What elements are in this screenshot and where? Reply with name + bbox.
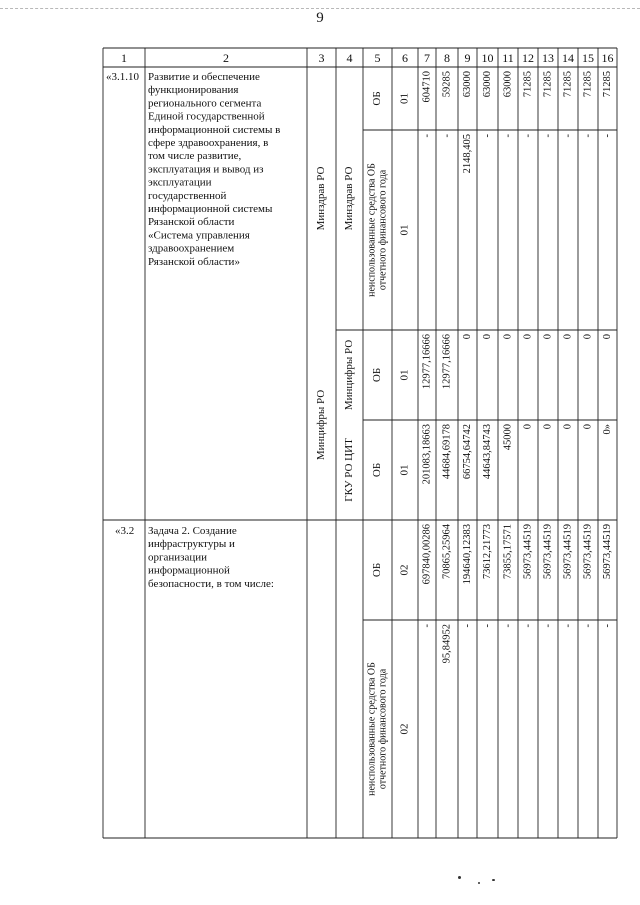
value-a-13: 56973,44519 (542, 524, 554, 580)
value-b-7: - (421, 134, 433, 138)
row-title-line: регионального сегмента (148, 97, 262, 110)
row-title-line: государственной (148, 189, 227, 202)
value-b-16: - (601, 134, 613, 138)
column-header-4: 4 (346, 51, 353, 65)
column-header-5: 5 (374, 51, 381, 65)
scan-speck (458, 876, 461, 879)
funding-source-a: ОБ (371, 91, 384, 106)
value-b-12: - (522, 624, 534, 628)
value-a-11: 0 (502, 334, 514, 340)
row-title-line: Рязанской области» (148, 255, 240, 268)
value-a-10: 0 (481, 334, 493, 340)
value-b-12: 0 (522, 424, 534, 430)
column-header-12: 12 (522, 51, 534, 65)
row-title-line: «Система управления (148, 229, 250, 242)
funding-source-a: ОБ (371, 562, 384, 578)
value-b-12: - (522, 134, 534, 138)
value-b-8: - (441, 134, 453, 138)
budget-code-a: 02 (398, 564, 411, 576)
value-a-14: 71285 (562, 71, 574, 98)
value-b-10: - (481, 624, 493, 628)
coexecutor-lower-a: Минцифры РО (343, 339, 356, 411)
value-a-11: 63000 (502, 71, 514, 98)
value-b-9: 2148,405 (461, 134, 473, 174)
value-b-7: 201083,18663 (421, 424, 433, 485)
value-b-7: - (421, 624, 433, 628)
budget-code-b: 01 (398, 464, 411, 476)
value-b-13: 0 (542, 424, 554, 430)
value-b-16: - (601, 624, 613, 628)
value-a-8: 12977,16666 (441, 334, 453, 390)
budget-code-a: 01 (398, 369, 411, 381)
column-header-14: 14 (562, 51, 574, 65)
value-a-15: 71285 (582, 71, 594, 98)
row-title-line: Рязанской области (148, 216, 235, 229)
column-header-16: 16 (601, 51, 614, 65)
executor-lower: Минцифры РО (315, 389, 328, 461)
value-b-13: - (542, 134, 554, 138)
row-title-line: организации (148, 551, 208, 564)
column-header-8: 8 (444, 51, 450, 65)
value-a-12: 0 (522, 334, 534, 340)
value-a-16: 0 (601, 334, 613, 340)
value-b-14: - (562, 134, 574, 138)
budget-code-a: 01 (398, 93, 411, 104)
column-header-15: 15 (582, 51, 594, 65)
value-b-9: 66754,64742 (461, 424, 473, 480)
value-b-10: 44643,84743 (481, 424, 493, 480)
value-a-15: 0 (582, 334, 594, 340)
row-title-line: безопасности, в том числе: (148, 577, 274, 590)
value-a-12: 71285 (522, 71, 534, 98)
row-code: «3.1.10 (106, 71, 139, 83)
value-a-9: 63000 (461, 71, 473, 98)
value-b-14: - (562, 624, 574, 628)
row-title-line: информационной системы в (148, 123, 281, 136)
coexecutor-lower-b: ГКУ РО ЦИТ (343, 438, 356, 502)
row-title-line: Развитие и обеспечение (148, 71, 260, 83)
row-title-line: здравоохранением (148, 242, 235, 255)
value-b-8: 44684,69178 (441, 424, 453, 480)
value-b-11: 45000 (502, 424, 514, 451)
column-header-6: 6 (402, 51, 408, 65)
row-title-line: Задача 2. Создание (148, 525, 237, 537)
funding-source-b: неиспользованные средства ОБ (366, 662, 378, 796)
row-title-line: сфере здравоохранения, в (148, 137, 269, 149)
value-b-15: 0 (582, 424, 594, 430)
executor-upper: Минздрав РО (315, 166, 328, 231)
value-a-9: 194640,12383 (461, 524, 473, 585)
value-a-8: 59285 (441, 71, 453, 98)
row-title-line: том числе развитие, (148, 150, 242, 163)
funding-source-a: ОБ (371, 367, 384, 383)
value-a-7: 604710 (421, 71, 433, 103)
budget-code-b: 01 (398, 224, 411, 236)
row-title-line: Единой государственной (148, 110, 265, 123)
row-title-line: инфраструктуры и (148, 538, 235, 551)
budget-code-b: 02 (398, 723, 411, 735)
value-a-8: 70865,25964 (441, 524, 453, 580)
value-b-11: - (502, 134, 514, 138)
funding-source-b: отчетного финансового года (377, 169, 389, 291)
column-header-9: 9 (464, 51, 471, 65)
column-header-10: 10 (481, 51, 494, 65)
column-header-1: 1 (121, 51, 127, 65)
value-b-13: - (542, 624, 554, 628)
value-a-13: 0 (542, 334, 554, 340)
value-a-13: 71285 (542, 71, 554, 98)
page-number: 9 (316, 10, 324, 26)
value-a-9: 0 (461, 334, 473, 340)
value-a-7: 12977,16666 (421, 334, 433, 390)
column-header-13: 13 (542, 51, 554, 65)
column-header-3: 3 (318, 51, 325, 65)
scan-speck (492, 879, 495, 881)
value-a-10: 73612,21773 (481, 524, 493, 580)
value-a-15: 56973,44519 (582, 524, 594, 580)
value-a-10: 63000 (481, 71, 493, 98)
value-a-11: 73855,17571 (502, 524, 514, 580)
row-title-line: функционирования (148, 84, 239, 97)
value-a-12: 56973,44519 (522, 524, 534, 580)
value-a-14: 0 (562, 334, 574, 340)
table-cells (106, 51, 614, 796)
column-header-11: 11 (502, 51, 514, 65)
value-b-15: - (582, 624, 594, 628)
row-code: «3.2 (115, 525, 135, 537)
row-title-line: эксплуатация и вывод из (148, 163, 264, 176)
scan-speck (478, 882, 480, 884)
value-b-11: - (502, 624, 514, 628)
row-title-line: информационной системы (148, 203, 273, 215)
row-title-line: эксплуатации (148, 176, 212, 189)
value-a-14: 56973,44519 (562, 524, 574, 580)
value-b-15: - (582, 134, 594, 138)
value-a-16: 71285 (601, 71, 613, 98)
value-a-16: 56973,44519 (601, 524, 613, 580)
funding-source-b: отчетного финансового года (377, 668, 389, 790)
column-header-2: 2 (223, 51, 229, 65)
funding-source-b: неиспользованные средства ОБ (366, 163, 378, 297)
column-header-7: 7 (424, 51, 430, 65)
value-b-16: 0» (601, 424, 613, 435)
value-b-10: - (481, 134, 493, 138)
value-b-14: 0 (562, 424, 574, 430)
value-a-7: 697840,00286 (421, 524, 433, 585)
value-b-9: - (461, 624, 473, 628)
row-title-line: информационной (148, 564, 230, 577)
coexecutor-upper: Минздрав РО (343, 166, 356, 231)
funding-source-b: ОБ (371, 462, 384, 478)
value-b-8: 95,84952 (441, 624, 453, 664)
